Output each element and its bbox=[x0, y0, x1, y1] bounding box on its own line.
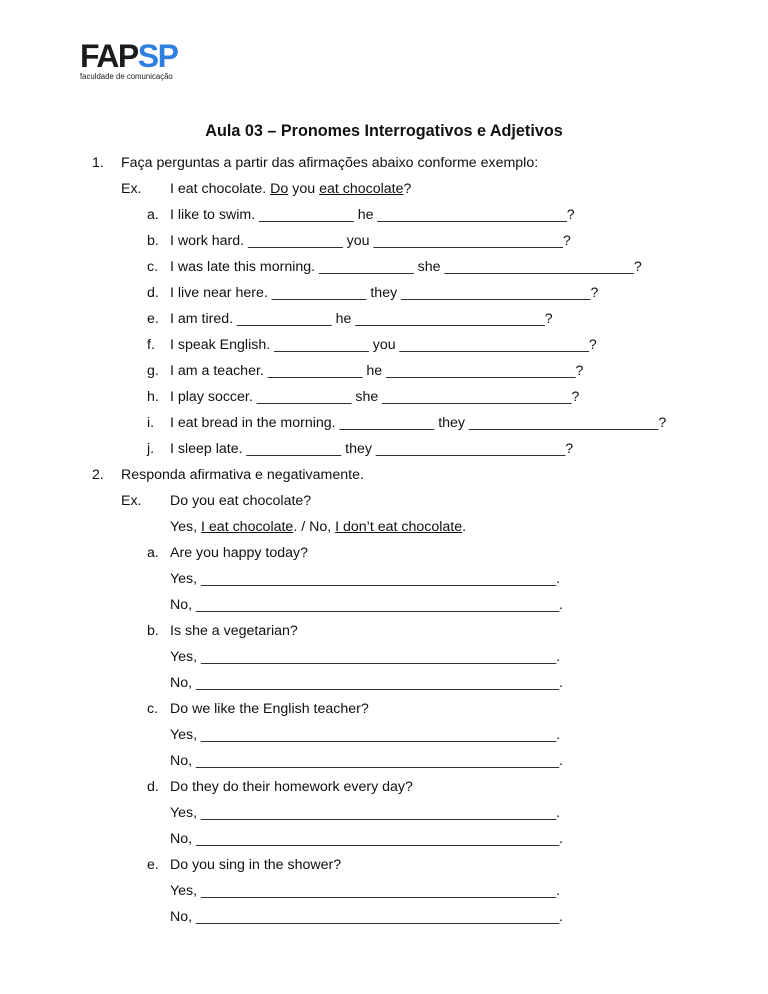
logo-subtitle: faculdade de comunicação bbox=[80, 72, 173, 81]
exercise1-instruction: Faça perguntas a partir das afirmações abaixo conforme exemplo: bbox=[121, 155, 539, 171]
exercise2-yes-answer-line: Yes, _____________________________________________. bbox=[170, 571, 561, 587]
example-end: . bbox=[462, 519, 467, 535]
exercise1-item-letter: j. bbox=[147, 441, 155, 457]
exercise2-example-question: Do you eat chocolate? bbox=[170, 493, 312, 509]
exercise2-yes-answer-line: Yes, _____________________________________________. bbox=[170, 805, 561, 821]
exercise2-item-letter: e. bbox=[147, 857, 159, 873]
exercise1-item-text: I work hard. ____________ you ________________________? bbox=[170, 233, 571, 249]
exercise1-item-text: I was late this morning. ____________ she ________________________? bbox=[170, 259, 642, 275]
fapsp-logo bbox=[80, 40, 190, 81]
exercise2-item-question: Do they do their homework every day? bbox=[170, 779, 413, 795]
exercise1-item-text: I live near here. ____________ they ________________________? bbox=[170, 285, 599, 301]
exercise1-item-text: I am a teacher. ____________ he ________________________? bbox=[170, 363, 584, 379]
exercise2-item-question: Are you happy today? bbox=[170, 545, 309, 561]
exercise2-no-answer-line: No, ______________________________________________. bbox=[170, 831, 563, 847]
exercise1-item-letter: c. bbox=[147, 259, 159, 275]
exercise2-no-answer-line: No, ______________________________________________. bbox=[170, 597, 563, 613]
exercise2-item-question: Do we like the English teacher? bbox=[170, 701, 369, 717]
exercise2-no-answer-line: No, ______________________________________________. bbox=[170, 753, 563, 769]
exercise1-item-text: I like to swim. ____________ he ________________________? bbox=[170, 207, 575, 223]
exercise1-item-letter: h. bbox=[147, 389, 159, 405]
example-yes-answer: I eat chocolate bbox=[201, 519, 294, 535]
exercise1-example bbox=[170, 180, 411, 198]
logo-wordmark bbox=[80, 40, 190, 72]
example-yes-prefix: Yes, bbox=[170, 519, 202, 535]
exercise2-yes-answer-line: Yes, _____________________________________________. bbox=[170, 727, 561, 743]
exercise2-example-answer bbox=[170, 518, 466, 536]
example-no-answer: I don’t eat chocolate bbox=[335, 519, 463, 535]
exercise2-example-label: Ex. bbox=[121, 493, 142, 509]
exercise1-item-letter: b. bbox=[147, 233, 159, 249]
exercise1-item-text: I speak English. ____________ you ________________________? bbox=[170, 337, 597, 353]
exercise2-no-answer-line: No, ______________________________________________. bbox=[170, 675, 563, 691]
exercise1-item-text: I play soccer. ____________ she ________________________? bbox=[170, 389, 580, 405]
exercise2-item-letter: b. bbox=[147, 623, 159, 639]
example-question-mark: ? bbox=[403, 181, 412, 197]
exercise2-item-letter: c. bbox=[147, 701, 159, 717]
exercise1-number: 1. bbox=[92, 155, 104, 171]
exercise2-no-answer-line: No, ______________________________________________. bbox=[170, 909, 563, 925]
exercise2-item-question: Do you sing in the shower? bbox=[170, 857, 342, 873]
exercise1-item-letter: e. bbox=[147, 311, 159, 327]
exercise1-item-letter: d. bbox=[147, 285, 159, 301]
exercise1-item-letter: a. bbox=[147, 207, 159, 223]
exercise2-item-letter: a. bbox=[147, 545, 159, 561]
exercise1-item-text: I am tired. ____________ he ________________________? bbox=[170, 311, 553, 327]
example-verb-phrase: eat chocolate bbox=[319, 181, 404, 197]
exercise2-instruction: Responda afirmativa e negativamente. bbox=[121, 467, 364, 483]
exercise1-example-label: Ex. bbox=[121, 181, 142, 197]
example-separator: . / No, bbox=[293, 519, 336, 535]
exercise2-number: 2. bbox=[92, 467, 104, 483]
exercise1-item-letter: g. bbox=[147, 363, 159, 379]
exercise2-yes-answer-line: Yes, _____________________________________________. bbox=[170, 649, 561, 665]
exercise1-item-letter: i. bbox=[147, 415, 155, 431]
example-auxiliary: Do bbox=[270, 181, 289, 197]
exercise2-item-letter: d. bbox=[147, 779, 159, 795]
logo-text-sp: SP bbox=[137, 38, 178, 74]
exercise2-yes-answer-line: Yes, _____________________________________________. bbox=[170, 883, 561, 899]
logo-text-fap: FAP bbox=[80, 38, 138, 74]
example-sentence: I eat chocolate. bbox=[170, 181, 271, 197]
exercise1-item-letter: f. bbox=[147, 337, 155, 353]
exercise2-item-question: Is she a vegetarian? bbox=[170, 623, 298, 639]
page-title: Aula 03 – Pronomes Interrogativos e Adjetivos bbox=[205, 122, 563, 140]
exercise1-item-text: I sleep late. ____________ they ________________________? bbox=[170, 441, 574, 457]
example-subject: you bbox=[288, 181, 320, 197]
exercise1-item-text: I eat bread in the morning. ____________ they ________________________? bbox=[170, 415, 667, 431]
